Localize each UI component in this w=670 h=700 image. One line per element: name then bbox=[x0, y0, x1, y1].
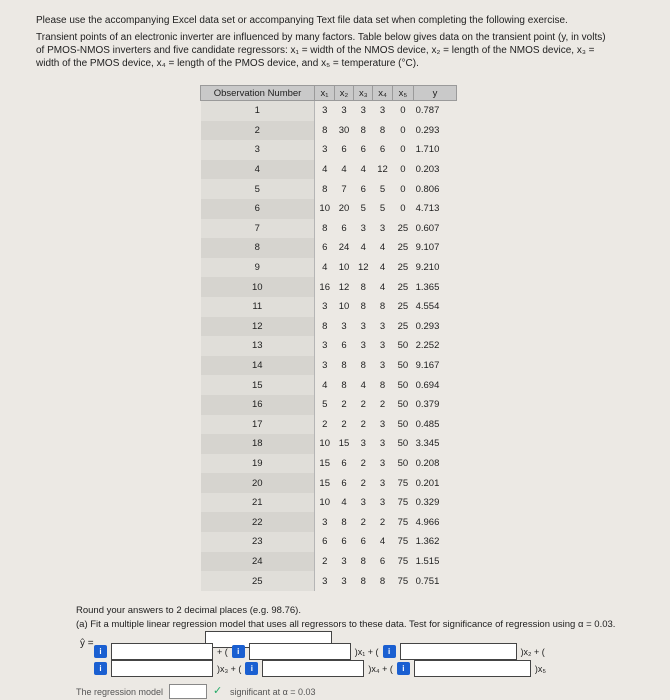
value-cell: 8 bbox=[360, 124, 366, 136]
value-cell: 0.607 bbox=[415, 222, 440, 234]
value-cell: 0 bbox=[400, 164, 406, 176]
observation-cell: 24 bbox=[201, 552, 315, 572]
significant-label: significant at α = 0.03 bbox=[230, 686, 316, 697]
check-icon: ✓ bbox=[213, 685, 223, 697]
value-cell: 3 bbox=[379, 340, 386, 352]
value-cell: 0.379 bbox=[415, 399, 440, 411]
value-cell: 10 bbox=[319, 438, 330, 450]
value-cell: 3 bbox=[379, 477, 386, 489]
part-a-text: (a) Fit a multiple linear regression model that uses all regressors to these data. Test for significance of regression using α = 0.03. bbox=[76, 619, 616, 630]
value-cell: 4 bbox=[322, 379, 328, 391]
header-col: x₃ bbox=[354, 86, 373, 101]
value-cell: 3 bbox=[360, 320, 366, 332]
value-cell: 3 bbox=[379, 457, 386, 469]
value-cell: 4 bbox=[360, 164, 366, 176]
value-cell: 8 bbox=[341, 379, 347, 391]
table-row bbox=[201, 277, 457, 297]
observation-cell: 15 bbox=[201, 375, 315, 395]
value-cell: 3 bbox=[379, 438, 386, 450]
value-cell: 3 bbox=[341, 105, 347, 117]
problem-intro bbox=[36, 14, 616, 74]
value-cell: 0.201 bbox=[415, 477, 440, 489]
value-cell: 50 bbox=[397, 418, 409, 430]
value-cell: 1.515 bbox=[415, 555, 440, 567]
value-cell: 8 bbox=[341, 516, 347, 528]
value-cell: 8 bbox=[379, 124, 386, 136]
value-cell: 4.713 bbox=[415, 203, 440, 215]
info-icon[interactable]: i bbox=[397, 662, 410, 675]
value-cell: 50 bbox=[397, 457, 409, 469]
value-cell: 1.362 bbox=[415, 536, 440, 548]
intro-line-2: Transient points of an electronic inverter are influenced by many factors. Table below gives data on the transient point (y, in volts) of PMOS-NMOS inverters and five candidate regressors: x₁ = width of the NMOS device, x₂ = length of the NMOS device, x₃ = width of the PMOS device, x₄ = length of the PMOS device, and x₅ = temperature (°C). bbox=[36, 32, 606, 69]
observation-cell: 1 bbox=[201, 101, 315, 121]
data-table bbox=[200, 85, 457, 591]
value-cell: 25 bbox=[397, 281, 409, 293]
info-icon[interactable]: i bbox=[94, 645, 107, 658]
table-row bbox=[201, 101, 457, 121]
b0-input[interactable] bbox=[111, 643, 213, 660]
value-cell: 2 bbox=[379, 516, 386, 528]
observation-cell: 8 bbox=[201, 238, 315, 258]
x1-term: )x₁ + ( bbox=[354, 646, 379, 657]
value-cell: 15 bbox=[319, 477, 330, 489]
table-row bbox=[201, 512, 457, 532]
regression-significance-row bbox=[76, 684, 316, 699]
value-cell: 0.329 bbox=[415, 497, 440, 509]
plus-label: + ( bbox=[217, 646, 228, 657]
table-row bbox=[201, 552, 457, 572]
value-cell: 8 bbox=[360, 301, 366, 313]
value-cell: 2 bbox=[341, 399, 347, 411]
value-cell: 3 bbox=[322, 360, 328, 372]
value-cell: 2 bbox=[360, 516, 366, 528]
value-cell: 0 bbox=[400, 203, 406, 215]
value-cell: 4 bbox=[379, 262, 386, 274]
table-row bbox=[201, 571, 457, 591]
value-cell: 4.966 bbox=[415, 516, 440, 528]
value-cell: 3 bbox=[322, 301, 328, 313]
significance-select[interactable] bbox=[169, 684, 207, 699]
b3-input[interactable] bbox=[111, 660, 213, 677]
value-cell: 3 bbox=[379, 320, 386, 332]
value-cell: 10 bbox=[319, 497, 330, 509]
b0-field-row bbox=[94, 643, 549, 660]
value-cell: 3 bbox=[322, 105, 328, 117]
value-cell: 2 bbox=[360, 477, 366, 489]
value-cell: 0.208 bbox=[415, 457, 440, 469]
table-row bbox=[201, 473, 457, 493]
value-cell: 2 bbox=[322, 418, 328, 430]
value-cell: 3 bbox=[379, 418, 386, 430]
value-cell: 25 bbox=[397, 222, 409, 234]
question-text bbox=[76, 605, 656, 633]
observation-cell: 20 bbox=[201, 473, 315, 493]
info-icon[interactable]: i bbox=[232, 645, 245, 658]
yhat-label: ŷ = bbox=[80, 638, 94, 649]
value-cell: 0 bbox=[400, 183, 406, 195]
table-row bbox=[201, 179, 457, 199]
value-cell: 6 bbox=[322, 242, 328, 254]
value-cell: 75 bbox=[397, 536, 409, 548]
value-cell: 8 bbox=[379, 301, 386, 313]
value-cell: 3 bbox=[379, 105, 386, 117]
table-row bbox=[201, 121, 457, 141]
observation-cell: 21 bbox=[201, 493, 315, 513]
value-cell: 6 bbox=[360, 536, 366, 548]
table-row bbox=[201, 160, 457, 180]
value-cell: 0.293 bbox=[415, 124, 440, 136]
header-col: x₅ bbox=[392, 86, 413, 101]
value-cell: 6 bbox=[360, 144, 366, 156]
value-cell: 75 bbox=[397, 497, 409, 509]
value-cell: 0.751 bbox=[415, 575, 440, 587]
value-cell: 0.293 bbox=[415, 320, 440, 332]
observation-cell: 18 bbox=[201, 434, 315, 454]
value-cell: 2 bbox=[341, 418, 347, 430]
value-cell: 6 bbox=[341, 536, 347, 548]
value-cell: 15 bbox=[338, 438, 350, 450]
value-cell: 12 bbox=[377, 164, 388, 176]
intro-line-1: Please use the accompanying Excel data set or accompanying Text file data set when completing the following exercise. bbox=[36, 15, 568, 26]
info-icon[interactable]: i bbox=[383, 645, 396, 658]
value-cell: 25 bbox=[397, 301, 409, 313]
value-cell: 8 bbox=[379, 575, 386, 587]
value-cell: 10 bbox=[338, 301, 350, 313]
header-col: x₄ bbox=[373, 86, 392, 101]
table-row bbox=[201, 297, 457, 317]
value-cell: 8 bbox=[341, 360, 347, 372]
value-cell: 50 bbox=[397, 360, 409, 372]
value-cell: 4 bbox=[322, 262, 328, 274]
value-cell: 0.806 bbox=[415, 183, 440, 195]
table-row bbox=[201, 258, 457, 278]
value-cell: 12 bbox=[357, 262, 369, 274]
value-cell: 8 bbox=[322, 124, 328, 136]
value-cell: 1.365 bbox=[415, 281, 440, 293]
value-cell: 10 bbox=[338, 262, 350, 274]
value-cell: 3 bbox=[360, 497, 366, 509]
value-cell: 1.710 bbox=[415, 144, 440, 156]
value-cell: 3 bbox=[360, 438, 366, 450]
value-cell: 0.787 bbox=[415, 105, 440, 117]
observation-cell: 12 bbox=[201, 317, 315, 337]
observation-cell: 19 bbox=[201, 454, 315, 474]
value-cell: 3 bbox=[322, 144, 328, 156]
value-cell: 2 bbox=[360, 399, 366, 411]
value-cell: 3 bbox=[360, 222, 366, 234]
value-cell: 4.554 bbox=[415, 301, 440, 313]
value-cell: 5 bbox=[322, 399, 328, 411]
value-cell: 50 bbox=[397, 340, 409, 352]
header-col: y bbox=[414, 86, 457, 101]
value-cell: 3 bbox=[322, 340, 328, 352]
value-cell: 3 bbox=[379, 222, 386, 234]
info-icon[interactable]: i bbox=[245, 662, 258, 675]
observation-cell: 14 bbox=[201, 356, 315, 376]
value-cell: 2 bbox=[322, 555, 328, 567]
value-cell: 10 bbox=[319, 203, 330, 215]
table-row bbox=[201, 493, 457, 513]
value-cell: 50 bbox=[397, 399, 409, 411]
info-icon[interactable]: i bbox=[94, 662, 107, 675]
header-observation: Observation Number bbox=[201, 86, 315, 101]
value-cell: 24 bbox=[338, 242, 350, 254]
value-cell: 5 bbox=[379, 183, 386, 195]
value-cell: 2.252 bbox=[415, 340, 440, 352]
b5-input[interactable] bbox=[414, 660, 531, 677]
table-row bbox=[201, 434, 457, 454]
value-cell: 8 bbox=[360, 555, 366, 567]
value-cell: 50 bbox=[397, 438, 409, 450]
value-cell: 4 bbox=[341, 497, 347, 509]
table-row bbox=[201, 454, 457, 474]
table-row bbox=[201, 395, 457, 415]
value-cell: 0.694 bbox=[415, 379, 440, 391]
table-row bbox=[201, 532, 457, 552]
observation-cell: 3 bbox=[201, 140, 315, 160]
observation-cell: 10 bbox=[201, 277, 315, 297]
value-cell: 6 bbox=[360, 183, 366, 195]
value-cell: 15 bbox=[319, 457, 330, 469]
table-row bbox=[201, 140, 457, 160]
value-cell: 6 bbox=[379, 144, 386, 156]
table-row bbox=[201, 415, 457, 435]
value-cell: 3 bbox=[322, 516, 328, 528]
value-cell: 30 bbox=[338, 124, 350, 136]
b4-input[interactable] bbox=[262, 660, 364, 677]
value-cell: 75 bbox=[397, 477, 409, 489]
value-cell: 8 bbox=[322, 183, 328, 195]
observation-cell: 13 bbox=[201, 336, 315, 356]
b2-input[interactable] bbox=[400, 643, 517, 660]
x4-term: )x₄ + ( bbox=[368, 663, 393, 674]
table-row bbox=[201, 219, 457, 239]
value-cell: 25 bbox=[397, 262, 409, 274]
value-cell: 0 bbox=[400, 124, 406, 136]
value-cell: 20 bbox=[338, 203, 350, 215]
observation-cell: 6 bbox=[201, 199, 315, 219]
value-cell: 8 bbox=[360, 575, 366, 587]
value-cell: 3 bbox=[379, 497, 386, 509]
value-cell: 4 bbox=[341, 164, 347, 176]
b-row-3 bbox=[94, 660, 550, 677]
value-cell: 9.210 bbox=[415, 262, 440, 274]
value-cell: 6 bbox=[341, 457, 347, 469]
value-cell: 8 bbox=[379, 379, 386, 391]
value-cell: 3 bbox=[341, 555, 347, 567]
value-cell: 75 bbox=[397, 555, 409, 567]
value-cell: 4 bbox=[360, 242, 366, 254]
header-col: x₂ bbox=[334, 86, 353, 101]
value-cell: 8 bbox=[360, 360, 366, 372]
value-cell: 9.107 bbox=[415, 242, 440, 254]
value-cell: 6 bbox=[341, 340, 347, 352]
value-cell: 0.485 bbox=[415, 418, 440, 430]
table-row bbox=[201, 375, 457, 395]
observation-cell: 16 bbox=[201, 395, 315, 415]
x5-term: )x₅ bbox=[534, 663, 546, 674]
observation-cell: 2 bbox=[201, 121, 315, 141]
value-cell: 4 bbox=[379, 281, 386, 293]
value-cell: 6 bbox=[341, 144, 347, 156]
value-cell: 6 bbox=[322, 536, 328, 548]
value-cell: 3 bbox=[322, 575, 328, 587]
value-cell: 2 bbox=[360, 457, 366, 469]
table-row bbox=[201, 336, 457, 356]
value-cell: 5 bbox=[360, 203, 366, 215]
value-cell: 25 bbox=[397, 242, 409, 254]
value-cell: 7 bbox=[341, 183, 347, 195]
value-cell: 6 bbox=[341, 222, 347, 234]
observation-cell: 7 bbox=[201, 219, 315, 239]
value-cell: 4 bbox=[360, 379, 366, 391]
table-row bbox=[201, 356, 457, 376]
value-cell: 4 bbox=[379, 242, 386, 254]
header-col: x₁ bbox=[315, 86, 335, 101]
value-cell: 75 bbox=[397, 575, 409, 587]
x3-term: )x₃ + ( bbox=[217, 663, 242, 674]
value-cell: 2 bbox=[379, 399, 386, 411]
b1-input[interactable] bbox=[249, 643, 351, 660]
value-cell: 3 bbox=[341, 320, 347, 332]
value-cell: 9.167 bbox=[415, 360, 440, 372]
table-row bbox=[201, 199, 457, 219]
value-cell: 75 bbox=[397, 516, 409, 528]
observation-cell: 25 bbox=[201, 571, 315, 591]
table-row bbox=[201, 238, 457, 258]
value-cell: 6 bbox=[341, 477, 347, 489]
value-cell: 4 bbox=[379, 536, 386, 548]
regression-model-label: The regression model bbox=[76, 686, 164, 697]
observation-cell: 11 bbox=[201, 297, 315, 317]
observation-cell: 9 bbox=[201, 258, 315, 278]
value-cell: 3.345 bbox=[415, 438, 440, 450]
observation-cell: 22 bbox=[201, 512, 315, 532]
value-cell: 12 bbox=[338, 281, 350, 293]
observation-cell: 17 bbox=[201, 415, 315, 435]
value-cell: 50 bbox=[397, 379, 409, 391]
value-cell: 3 bbox=[360, 105, 366, 117]
value-cell: 0.203 bbox=[415, 164, 440, 176]
value-cell: 8 bbox=[322, 222, 328, 234]
observation-cell: 23 bbox=[201, 532, 315, 552]
value-cell: 16 bbox=[319, 281, 330, 293]
value-cell: 8 bbox=[322, 320, 328, 332]
observation-cell: 5 bbox=[201, 179, 315, 199]
value-cell: 3 bbox=[341, 575, 347, 587]
value-cell: 2 bbox=[360, 418, 366, 430]
table-row bbox=[201, 317, 457, 337]
value-cell: 0 bbox=[400, 144, 406, 156]
value-cell: 0 bbox=[400, 105, 406, 117]
value-cell: 6 bbox=[379, 555, 386, 567]
value-cell: 3 bbox=[379, 360, 386, 372]
x2-term: )x₂ + ( bbox=[520, 646, 545, 657]
value-cell: 4 bbox=[322, 164, 328, 176]
value-cell: 25 bbox=[397, 320, 409, 332]
value-cell: 3 bbox=[360, 340, 366, 352]
rounding-note: Round your answers to 2 decimal places (e.g. 98.76). bbox=[76, 605, 301, 616]
value-cell: 8 bbox=[360, 281, 366, 293]
observation-cell: 4 bbox=[201, 160, 315, 180]
value-cell: 5 bbox=[379, 203, 386, 215]
